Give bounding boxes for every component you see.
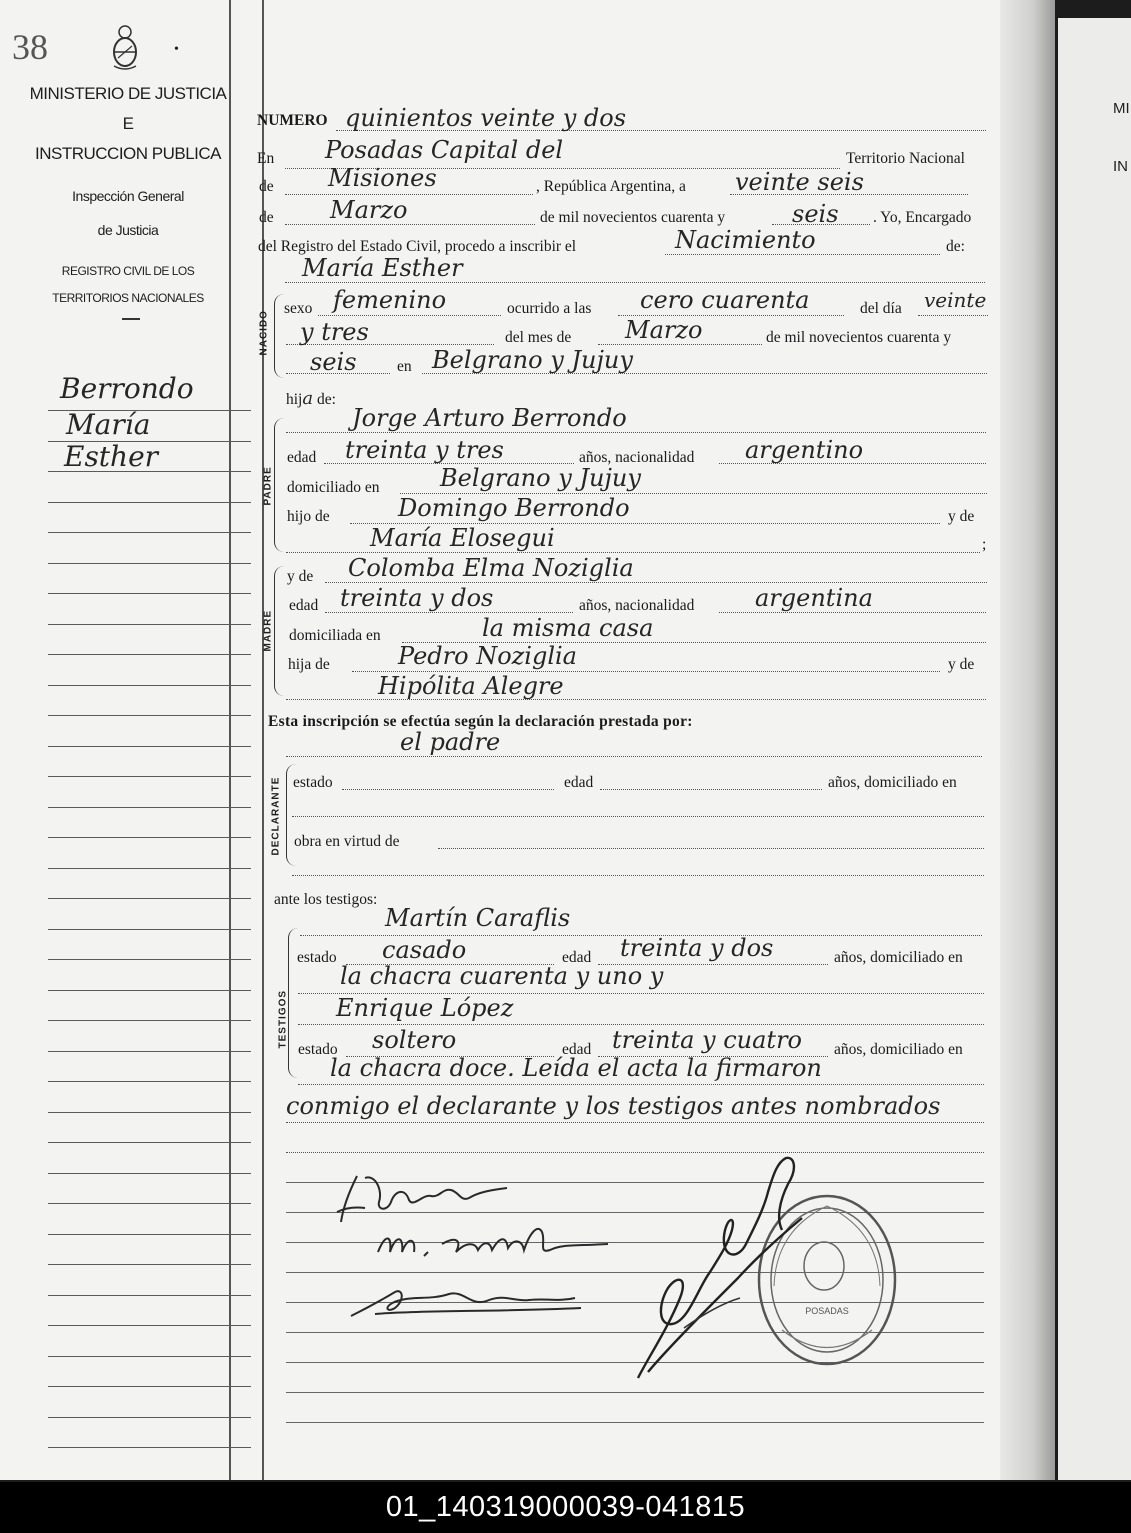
republica-label: , República Argentina, a xyxy=(536,178,686,195)
padre-edad-value: treinta y tres xyxy=(345,436,504,464)
madre-edad-line xyxy=(325,612,573,613)
signature-rule-line xyxy=(286,1392,984,1393)
numero-value: quinientos veinte y dos xyxy=(345,104,627,132)
madre-hija-de-label: hija de xyxy=(288,656,330,673)
madre-edad-value: treinta y dos xyxy=(340,584,494,612)
registry-line-1: REGISTRO CIVIL DE LOS xyxy=(61,264,195,278)
margin-rule-line xyxy=(48,715,251,716)
mil-label: de mil novecientos cuarenta y xyxy=(766,329,952,346)
inspection-line-2: de Justicia xyxy=(97,222,159,238)
margin-rule-line xyxy=(48,837,251,838)
margin-rule-line xyxy=(48,1325,251,1326)
anio-value: seis xyxy=(792,200,839,228)
signature-rule-line xyxy=(286,1422,984,1423)
declarante-section-label: DECLARANTE xyxy=(270,776,282,856)
padre-domicilio-value: Belgrano y Jujuy xyxy=(440,464,641,492)
registry-line-2: TERRITORIOS NACIONALES xyxy=(52,291,204,305)
ocurrido-label: ocurrido a las xyxy=(507,300,592,317)
margin-rule-line xyxy=(48,1081,251,1082)
anio-label: de mil novecientos cuarenta y xyxy=(540,209,726,226)
padre-semicolon: ; xyxy=(982,536,987,553)
header-dot: • xyxy=(174,42,179,57)
madre-y-de-label: y de xyxy=(287,568,314,585)
declarante-estado-line xyxy=(342,789,554,790)
testigo1-nombre-value: Martín Caraflis xyxy=(385,904,571,932)
signature-caraflis xyxy=(372,1222,612,1266)
de-label-1: de xyxy=(259,178,274,195)
obra-line-2 xyxy=(292,875,984,876)
del-dia-label: del día xyxy=(860,300,902,317)
declarante-anios-label: años, domiciliado en xyxy=(828,774,957,791)
declarante-nombre-line xyxy=(286,756,982,757)
lugar-value: Belgrano y Jujuy xyxy=(432,346,633,374)
acto-value: Nacimiento xyxy=(675,226,816,254)
document-id-footer: 01_140319000039-041815 xyxy=(0,1482,1131,1533)
hijo-label: hija de: xyxy=(286,388,336,409)
numero-label: NUMERO xyxy=(257,112,328,129)
padre-anios-label: años, nacionalidad xyxy=(579,449,695,466)
margin-rule-line xyxy=(48,654,251,655)
testigo1-edad-value: treinta y dos xyxy=(620,934,774,962)
margin-rule-line xyxy=(48,593,251,594)
header-dash xyxy=(122,318,140,320)
madre-nac-value: argentina xyxy=(755,584,873,612)
dia-nac-line xyxy=(918,315,988,316)
madre-anios-label: años, nacionalidad xyxy=(579,597,695,614)
margin-rule-line xyxy=(48,685,251,686)
madre-nac-line xyxy=(719,612,986,613)
mes-nac-line xyxy=(598,344,762,345)
obra-label: obra en virtud de xyxy=(294,833,400,850)
dia-nac-value-b: y tres xyxy=(300,318,369,346)
margin-rule-line xyxy=(48,1356,251,1357)
mes-line xyxy=(285,224,535,225)
padre-edad-label: edad xyxy=(287,449,317,466)
margin-rule-line xyxy=(48,624,251,625)
closing-text: conmigo el declarante y los testigos antes nombrados xyxy=(286,1092,941,1120)
margin-first-name: María xyxy=(66,408,151,441)
padre-y-de-label: y de xyxy=(948,508,975,525)
margin-rule-line xyxy=(48,1051,251,1052)
mes-value: Marzo xyxy=(330,196,408,224)
padre-brace xyxy=(274,418,285,552)
next-page-fragment-1: MI xyxy=(1113,100,1130,117)
declarante-value: el padre xyxy=(400,728,501,756)
dia-value: veinte seis xyxy=(735,168,864,196)
margin-rule-line xyxy=(48,502,251,503)
margin-rule-line xyxy=(48,1173,251,1174)
madre-y-de-label-2: y de xyxy=(948,656,975,673)
margin-rule-line xyxy=(48,959,251,960)
margin-rule-line xyxy=(48,929,251,930)
madre-padre-value: Pedro Noziglia xyxy=(398,642,577,670)
signature-encargado xyxy=(628,1148,808,1388)
margin-rule-line xyxy=(48,532,251,533)
de-label-2: de xyxy=(259,209,274,226)
padre-padre-value: Domingo Berrondo xyxy=(398,494,630,522)
margin-rule-line xyxy=(48,807,251,808)
territorio-label: Territorio Nacional xyxy=(846,150,965,167)
margin-surname: Berrondo xyxy=(60,372,194,405)
acto-line xyxy=(665,254,940,255)
margin-rule-line xyxy=(48,1386,251,1387)
signature-jorge xyxy=(335,1168,515,1228)
margin-rule-line xyxy=(48,1234,251,1235)
next-page-fragment-2: IN xyxy=(1113,158,1128,175)
nombre-line xyxy=(285,282,985,283)
declaracion-label: Esta inscripción se efectúa según la declaración prestada por: xyxy=(268,713,693,730)
madre-section-label: MADRE xyxy=(262,609,274,652)
madre-nombre-line xyxy=(325,582,987,583)
margin-rule-line xyxy=(48,746,251,747)
territorio-line xyxy=(285,194,533,195)
margin-rule-line xyxy=(48,1264,251,1265)
book-binding xyxy=(1000,0,1055,1480)
madre-domicilio-value: la misma casa xyxy=(482,614,654,642)
testigo2-estado-label: estado xyxy=(298,1041,338,1058)
testigo2-edad-label: edad xyxy=(562,1041,592,1058)
next-page-edge xyxy=(1058,18,1131,1480)
nombre-value: María Esther xyxy=(302,254,463,282)
margin-rule-line xyxy=(48,898,251,899)
declarante-estado-label: estado xyxy=(293,774,333,791)
signature-lopez xyxy=(345,1280,585,1324)
testigo2-estado-value: soltero xyxy=(372,1026,457,1054)
margin-rule-line xyxy=(48,563,251,564)
padre-domicilio-label: domiciliado en xyxy=(287,479,380,496)
margin-rule-line xyxy=(48,868,251,869)
madre-brace xyxy=(274,566,285,696)
madre-nombre-value: Colomba Elma Noziglia xyxy=(348,554,634,582)
testigo2-nombre-value: Enrique López xyxy=(336,994,514,1022)
margin-rule-line xyxy=(48,1203,251,1204)
madre-madre-value: Hipólita Alegre xyxy=(378,672,564,700)
mes-nac-value: Marzo xyxy=(625,316,703,344)
argentine-crest-icon xyxy=(108,22,142,72)
margin-rule-line xyxy=(48,776,251,777)
margin-rule-line xyxy=(48,1142,251,1143)
ministry-line-3: INSTRUCCION PUBLICA xyxy=(34,144,222,163)
margin-divider-left xyxy=(229,0,231,1480)
hora-value: cero cuarenta xyxy=(640,286,810,314)
margin-rule-line xyxy=(48,1295,251,1296)
madre-edad-label: edad xyxy=(289,597,319,614)
dia-nac-value-a: veinte xyxy=(924,288,987,312)
margin-rule-line xyxy=(48,1020,251,1021)
padre-hijo-de-label: hijo de xyxy=(287,508,330,525)
margin-rule-line xyxy=(48,1112,251,1113)
registro-label: del Registro del Estado Civil, procedo a inscribir el xyxy=(258,238,577,255)
testigos-section-label: TESTIGOS xyxy=(277,989,289,1049)
margin-rule-line xyxy=(48,1447,251,1448)
ante-testigos-label: ante los testigos: xyxy=(274,891,378,908)
declarante-domicilio-line xyxy=(292,816,984,817)
testigo2-edad-value: treinta y cuatro xyxy=(612,1026,802,1054)
anio-nac-value: seis xyxy=(310,348,357,376)
padre-nac-value: argentino xyxy=(745,436,864,464)
svg-text:POSADAS: POSADAS xyxy=(805,1306,849,1316)
testigo1-anios-label: años, domiciliado en xyxy=(834,949,963,966)
territorio-value: Misiones xyxy=(328,164,437,192)
de-colon-label: de: xyxy=(946,238,965,255)
sexo-label: sexo xyxy=(284,300,313,317)
sexo-line xyxy=(318,315,501,316)
ministry-line-2: E xyxy=(122,114,134,133)
del-mes-label: del mes de xyxy=(505,329,572,346)
obra-line xyxy=(438,848,984,849)
declarante-edad-line xyxy=(600,789,822,790)
testigo2-anios-label: años, domiciliado en xyxy=(834,1041,963,1058)
nacido-section-label: NACIDO xyxy=(258,310,270,356)
testigo2-nombre-line xyxy=(298,1024,984,1025)
encargado-label: . Yo, Encargado xyxy=(873,209,972,226)
testigo1-domicilio-value: la chacra cuarenta y uno y xyxy=(340,962,664,990)
page-number: 38 xyxy=(12,27,48,67)
inspection-line-1: Inspección General xyxy=(72,188,184,204)
testigo1-estado-label: estado xyxy=(297,949,337,966)
margin-rule-line xyxy=(48,990,251,991)
madre-domicilio-label: domiciliada en xyxy=(289,627,381,644)
padre-nombre-line xyxy=(286,432,986,433)
margin-second-name: Esther xyxy=(64,440,159,473)
margin-rule-line xyxy=(48,1417,251,1418)
testigo2-domicilio-value: la chacra doce. Leída el acta la firmaron xyxy=(330,1054,822,1082)
en-nac-label: en xyxy=(397,358,412,375)
closing-line-1 xyxy=(286,1122,984,1123)
en-label: En xyxy=(257,150,275,167)
padre-section-label: PADRE xyxy=(262,466,274,506)
testigo1-edad-label: edad xyxy=(562,949,592,966)
sexo-value: femenino xyxy=(333,286,447,314)
padre-madre-value: María Elosegui xyxy=(370,524,555,552)
ministry-line-1: MINISTERIO DE JUSTICIA xyxy=(29,84,227,103)
declarante-edad-label: edad xyxy=(564,774,594,791)
en-value: Posadas Capital del xyxy=(325,136,564,164)
testigo1-estado-value: casado xyxy=(382,936,467,964)
padre-madre-line xyxy=(286,552,980,553)
padre-nombre-value: Jorge Arturo Berrondo xyxy=(352,404,627,432)
testigo2-domicilio-line xyxy=(298,1084,984,1085)
